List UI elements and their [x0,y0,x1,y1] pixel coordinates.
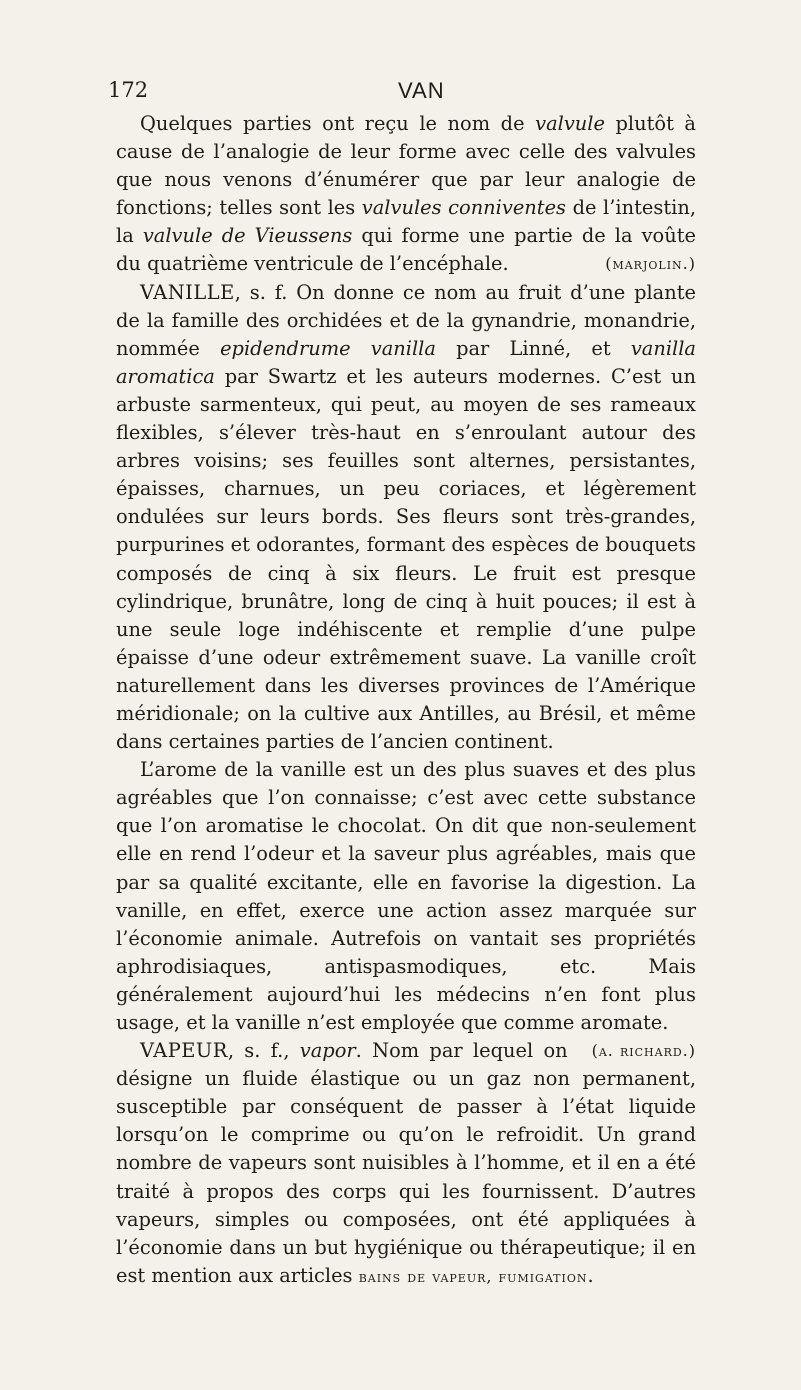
text-run: . [587,1263,594,1287]
page-header [108,78,708,112]
author-signature: (a. richard.) [591,1041,696,1061]
cross-reference: bains de vapeur, fumigation [358,1266,588,1286]
entry-vapeur [116,1037,696,1291]
entry-headword: VANILLE [140,280,235,304]
text-run: de l’intestin, la [116,196,696,248]
italic-term: epidendrume vanilla [220,336,436,360]
text-run: Quelques parties ont reçu le nom de [140,112,536,135]
paragraph-valvule [116,110,696,279]
running-head: VAN [398,78,445,103]
italic-term: vanilla aromatica [116,336,696,388]
text-run: qui forme une partie de la voûte du quatrième ventricule de l’encéphale. [116,224,696,276]
text-run: par Swartz et les auteurs modernes. C’est un arbuste sarmenteux, qui peut, au moyen de ses rameaux flexibles, s’élever très-haut en s’enroulant autour des arbres voisins; ses feuilles sont alternes, persistantes, épaisses, charnues, un peu coriaces, et légèrement ondulées sur leurs bords. Ses fleurs sont très-grandes, purpurines et odorantes, formant des espèces de bouquets composés de cinq à six fleurs. Le fruit est presque cylindrique, brunâtre, long de cinq à huit pouces; il est à une seule loge indéhiscente et remplie d’une pulpe épaisse d’une odeur extrêmement suave. La vanille croît naturellement dans les diverses provinces de l’Amérique méridionale; on la cultive aux Antilles, au Brésil, et même dans certaines parties de l’ancien continent. [116,364,696,754]
italic-term: vapor [299,1039,356,1063]
text-run: plutôt à cause de l’analogie de leur forme avec celle des valvules que nous venons d’énumérer que par leur analogie de fonctions; telles sont les [116,112,696,220]
text-run: . Nom par lequel on désigne un fluide élastique ou un gaz non permanent, susceptible par conséquent de passer à l’état liquide lorsqu’on le comprime ou qu’on le refroidit. Un grand nombre de vapeurs sont nuisibles à l’homme, et il en a été traité à propos des corps qui les fournissent. D’autres vapeurs, simples ou composées, ont été appliquées à l’économie dans un but hygiénique ou thérapeutique; il en est mention aux articles [116,1039,696,1287]
page-number: 172 [108,78,149,102]
italic-term: valvule [535,112,605,135]
body-text [116,110,696,1291]
text-run: , s. f. On donne ce nom au fruit d’une plante de la famille des orchidées et de la gynandrie, monandrie, nommée [116,280,696,360]
italic-term: valvule de Vieussens [142,224,353,248]
entry-vanille [116,279,696,757]
text-run: , s. f., [227,1039,300,1063]
author-signature: (marjolin.) [605,254,696,274]
text-run: par Linné, et [435,336,631,360]
text-run: L’arome de la vanille est un des plus suaves et des plus agréables que l’on connaisse; c’est avec cette substance que l’on aromatise le chocolat. On dit que non-seulement elle en rend l’odeur et la saveur plus agréables, mais que par sa qualité excitante, elle en favorise la digestion. La vanille, en effet, exerce une action assez marquée sur l’économie animale. Autrefois on vantait ses propriétés aphrodisiaques, antispasmodiques, etc. Mais généralement aujourd’hui les médecins n’en font plus usage, et la vanille n’est employée que comme aromate. [116,758,696,1034]
italic-term: valvules conniventes [361,196,567,220]
entry-headword: VAPEUR [140,1039,228,1063]
